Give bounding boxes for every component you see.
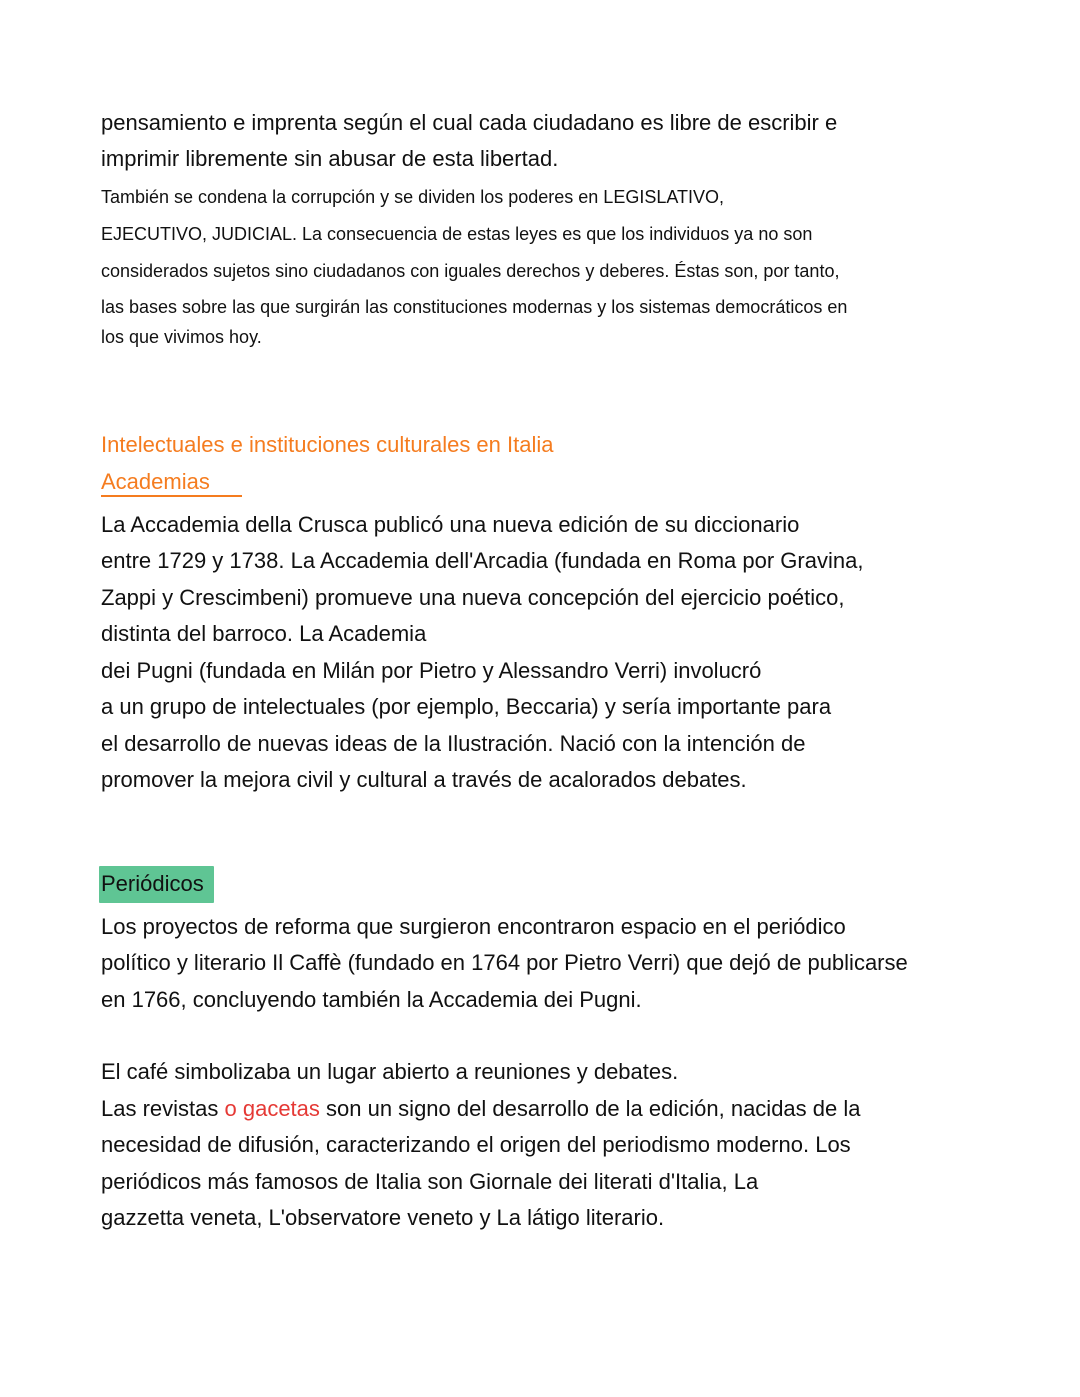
revistas-after: son un signo del desarrollo de la edición, nacidas de la [319,1096,861,1121]
intro-line-2: imprimir libremente sin abusar de esta libertad. [101,146,559,171]
periodicos-heading: Periódicos [101,871,204,896]
academias-line-7: el desarrollo de nuevas ideas de la Ilustración. Nació con la intención de [101,731,806,756]
intro-small-line-5: los que vivimos hoy. [101,327,262,347]
subtitle-underline [101,495,242,497]
intro-small-line-2: EJECUTIVO, JUDICIAL. La consecuencia de estas leyes es que los individuos ya no son [101,224,813,244]
cafe-line: El café simbolizaba un lugar abierto a reuniones y debates. [101,1059,679,1084]
academias-line-3: Zappi y Crescimbeni) promueve una nueva concepción del ejercicio poético, [101,585,845,610]
revistas-highlight: o gacetas [224,1096,320,1121]
tail-line-2: periódicos más famosos de Italia son Giornale dei literati d'Italia, La [101,1169,759,1194]
academias-line-1: La Accademia della Crusca publicó una nueva edición de su diccionario [101,512,800,537]
academias-line-4: distinta del barroco. La Academia [101,621,427,646]
periodicos-line-2: político y literario Il Caffè (fundado en 1764 por Pietro Verri) que dejó de publicarse [101,950,908,975]
tail-line-1: necesidad de difusión, caracterizando el origen del periodismo moderno. Los [101,1132,851,1157]
tail-line-3: gazzetta veneta, L'observatore veneto y La látigo literario. [101,1205,665,1230]
academias-line-2: entre 1729 y 1738. La Accademia dell'Arcadia (fundada en Roma por Gravina, [101,548,864,573]
section-title: Intelectuales e instituciones culturales en Italia [101,432,554,457]
revistas-line [101,1096,861,1122]
academias-line-6: a un grupo de intelectuales (por ejemplo, Beccaria) y sería importante para [101,694,832,719]
intro-small-line-3: considerados sujetos sino ciudadanos con iguales derechos y deberes. Éstas son, por tanto, [101,261,840,281]
intro-small-line-1: También se condena la corrupción y se dividen los poderes en LEGISLATIVO, [101,187,725,207]
section-subtitle: Academias [101,469,210,494]
academias-line-8: promover la mejora civil y cultural a través de acalorados debates. [101,767,747,792]
periodicos-line-1: Los proyectos de reforma que surgieron encontraron espacio en el periódico [101,914,846,939]
intro-line-1: pensamiento e imprenta según el cual cada ciudadano es libre de escribir e [101,110,838,135]
intro-small-line-4: las bases sobre las que surgirán las constituciones modernas y los sistemas democráticos en [101,297,848,317]
revistas-before: Las revistas [101,1096,225,1121]
periodicos-line-3: en 1766, concluyendo también la Accademia dei Pugni. [101,987,642,1012]
academias-line-5: dei Pugni (fundada en Milán por Pietro y Alessandro Verri) involucró [101,658,762,683]
